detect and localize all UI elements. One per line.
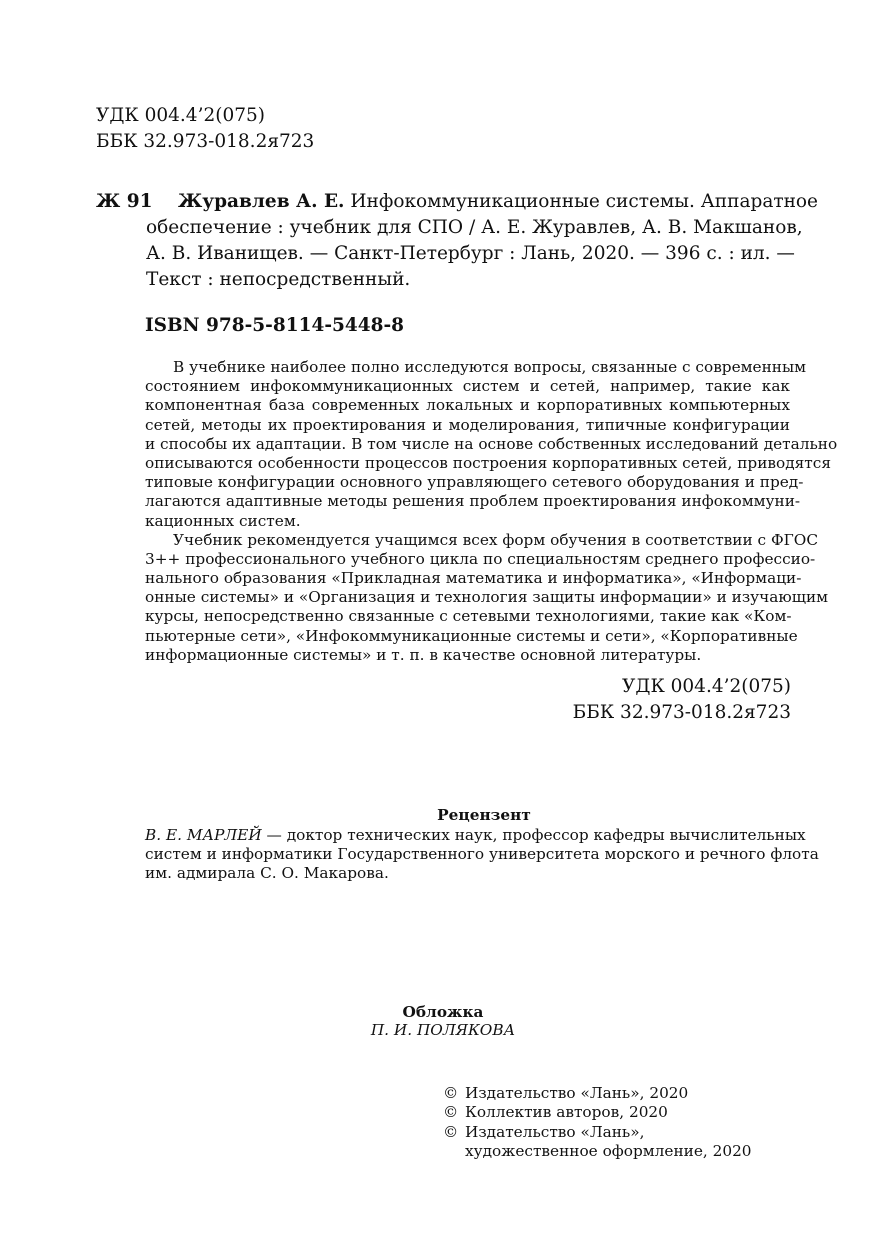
cover-designer: П. И. ПОЛЯКОВА [370,1021,516,1039]
copyright-continuation: художественное оформление, 2020 [465,1142,752,1161]
classification-top [96,103,314,155]
annotation-line: компонентная база современных локальных и корпоративных компьютерных [145,396,790,415]
udk-code: УДК 004.4’2(075) [96,105,265,126]
copyright-text: Издательство «Лань», [465,1122,645,1141]
biblio-line-2: обеспечение : учебник для СПО / А. Е. Журавлев, А. В. Макшанов, [146,217,803,238]
annotation-line: состоянием инфокоммуникационных систем и сетей, например, такие как [145,377,790,396]
copyright-block [443,1084,752,1162]
copyright-text: Издательство «Лань», 2020 [465,1084,689,1102]
classification-bottom [573,674,791,726]
annotation-line: описываются особенности процессов построения корпоративных сетей, приводятся [145,453,831,472]
annotation-line: кационных систем. [145,511,301,530]
udk-code: УДК 004.4’2(075) [622,676,791,697]
biblio-line-3: А. В. Иванищев. — Санкт-Петербург : Лань, 2020. — 396 с. : ил. — [146,243,795,264]
annotation-line: и способы их адаптации. В том числе на основе собственных исследований детально [145,434,838,453]
annotation-line: онные системы» и «Организация и технология защиты информации» и изучающим [145,588,829,607]
reviewer-line [145,826,806,845]
reviewer-line: им. адмирала С. О. Макарова. [145,864,389,883]
cover-heading: Обложка [402,1003,484,1021]
annotation-line: курсы, непосредственно связанные с сетевыми технологиями, такие как «Ком- [145,607,792,626]
copyright-icon: © [443,1084,459,1102]
annotation-line: пьютерные сети», «Инфокоммуникационные системы и сети», «Корпоративные [145,626,798,645]
biblio-line-1 [178,189,818,215]
annotation-line: Учебник рекомендуется учащимся всех форм обучения в соответствии с ФГОС [173,530,819,549]
annotation-line: информационные системы» и т. п. в качестве основной литературы. [145,645,702,664]
biblio-line-4: Текст : непосредственный. [146,269,411,290]
annotation-line: типовые конфигурации основного управляющего сетевого оборудования и пред- [145,473,804,492]
annotation-line: 3++ профессионального учебного цикла по специальностям среднего профессио- [145,549,816,568]
reviewer-name: В. Е. МАРЛЕЙ [145,826,262,844]
reviewer-text [145,826,819,884]
bbk-code: ББК 32.973-018.2я723 [96,131,315,152]
reviewer-heading: Рецензент [437,806,531,824]
annotation-line: нального образования «Прикладная математика и информатика», «Информаци- [145,569,802,588]
bbk-code: ББК 32.973-018.2я723 [572,702,791,723]
author-name: Журавлев А. Е. [178,191,345,212]
copyright-icon: © [443,1122,459,1141]
copyright-text: Коллектив авторов, 2020 [465,1103,668,1122]
annotation-line: лагаются адаптивные методы решения проблем проектирования инфокоммуни- [145,492,801,511]
copyright-line [443,1103,752,1122]
isbn: ISBN 978-5-8114-5448-8 [145,315,405,336]
annotation-line: В учебнике наиболее полно исследуются вопросы, связанные с современным [173,358,807,376]
reviewer-credentials: — доктор технических наук, профессор кафедры вычислительных [261,826,806,844]
copyright-line [443,1123,752,1142]
annotation-line: сетей, методы их проектирования и моделирования, типичные конфигурации [145,415,790,434]
copyright-icon: © [443,1103,459,1122]
reviewer-line: систем и информатики Государственного университета морского и речного флота [145,845,819,864]
copyright-line [443,1084,752,1103]
title: Инфокоммуникационные системы. Аппаратное [344,191,818,212]
author-mark: Ж 91 [96,191,153,212]
annotation [145,358,838,665]
